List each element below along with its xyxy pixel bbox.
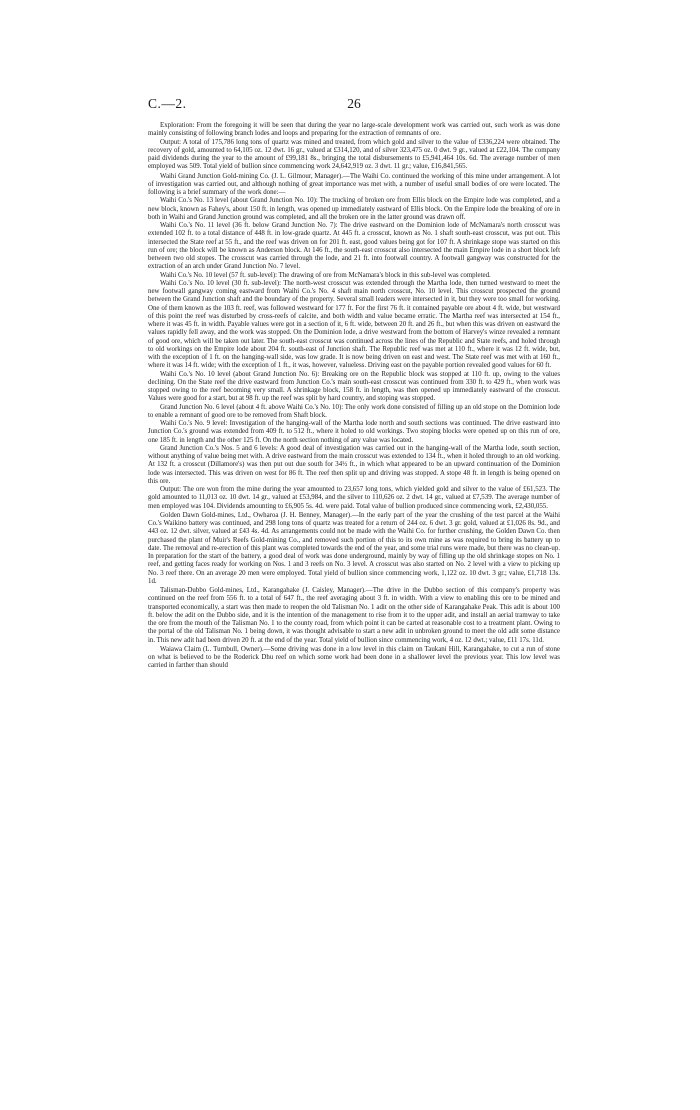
paragraph: Waihi Co.'s No. 10 level (about Grand Junction No. 6): Breaking ore on the Republic block was stopped at 110 ft. up, owing to the values declining. On the State reef the drive eastward from Junction Co.'s main south-east crosscut was continued from 330 ft. to 429 ft., when work was stopped owing to the reef becoming very small. A shrinkage block, 158 ft. in length, was then opened up immediately eastward of the crosscut. Values were good for a start, but at 98 ft. up the reef was split by hard country, and stoping was stopped. <box>148 370 560 403</box>
paragraph: Output: The ore won from the mine during the year amounted to 23,657 long tons, which yielded gold and silver to the value of £61,523. The gold amounted to 11,013 oz. 10 dwt. 14 gr., valued at £53,984, and the silver to 110,626 oz. 2 dwt. 14 gr., valued at £7,539. The average number of men employed was 104. Dividends amounting to £6,905 5s. 4d. were paid. Total value of bullion produced since commencing work, £2,430,055. <box>148 486 560 510</box>
paragraph: Grand Junction No. 6 level (about 4 ft. above Waihi Co.'s No. 10): The only work done consisted of filling up an old stope on the Dominion lode to enable a remnant of good ore to be removed from Shaft block. <box>148 403 560 419</box>
paragraph: Waihi Co.'s No. 9 level: Investigation of the hanging-wall of the Martha lode north and south sections was continued. The drive eastward into Junction Co.'s ground was extended from 409 ft. to 512 ft., where it holed to old workings. Two stoping blocks were opened up on this run of ore, one 185 ft. in length and the other 125 ft. On the north section nothing of any value was located. <box>148 420 560 444</box>
paragraph: Output: A total of 175,786 long tons of quartz was mined and treated, from which gold and silver to the value of £336,224 were obtained. The recovery of gold, amounted to 64,105 oz. 12 dwt. 16 gr., valued at £314,120, and of silver 323,475 oz. 0 dwt. 9 gr., valued at £22,104. The company paid dividends during the year to the amount of £99,181 8s., bringing the total disbursements to £5,941,464 10s. 6d. The average number of men employed was 509. Total yield of bullion since commencing work 24,642,919 oz. 3 dwt. 11 gr.; value, £16,841,565. <box>148 138 560 171</box>
section-reference: C.—2. <box>148 96 187 111</box>
paragraph: Talisman-Dubbo Gold-mines, Ltd., Karangahake (J. Caisley, Manager).—The drive in the Dubbo section of this company's property was continued on the reef from 556 ft. to a total of 647 ft., the reef averaging about 3 ft. in width. With a view to enabling this ore to be mined and transported economically, a start was then made to reopen the old Talisman No. 1 adit on the other side of Karangahake Peak. This adit is about 100 ft. below the adit on the Dubbo side, and it is the intention of the management to rise from it to the upper adit, and install an aerial tramway to take the ore from the mouth of the Talisman No. 1 to the county road, from which point it can be carted at reasonable cost to a treatment plant. Owing to the portal of the old Talisman No. 1 being down, it was thought advisable to start a new adit in unbroken ground to meet the old adit some distance in. This new adit had been driven 20 ft. at the end of the year. Total yield of bullion since commencing work, 4 oz. 12 dwt.; value, £11 17s. 11d. <box>148 587 560 644</box>
paragraph: Waihi Co.'s No. 10 level (30 ft. sub-level): The north-west crosscut was extended through the Martha lode, then turned westward to meet the new footwall gangway coming eastward from Waihi Co.'s No. 4 shaft main north crosscut, No. 10 level. This crosscut prospected the ground between the Grand Junction shaft and the boundary of the property. Several small leaders were intersected in it, but they were too small for working. One of them known as the 103 ft. reef, was followed westward for 177 ft. For the first 76 ft. it contained payable ore about 4 ft. wide, but westward of this point the reef was disturbed by cross-reefs of calcite, and both width and value became erratic. The Martha reef was intersected at 154 ft., where it was 45 ft. in width. Payable values were got in a section of it, 6 ft. wide, between 20 ft. and 26 ft., but when this was driven on eastward the values rapidly fell away, and the work was stopped. On the Dominion lode, a drive westward from the bottom of Harvey's winze revealed a remnant of good ore, which will be taken out later. The south-east crosscut was continued across the lines of the Republic and State reefs, and holed through to old workings on the Empire lode about 204 ft. south-east of Junction shaft. The Republic reef was met at 110 ft., where it was 12 ft. wide, but, with the exception of 1 ft. on the hanging-wall side, was low grade. It is now being driven on east and west. The State reef was met with at 160 ft., where it was 14 ft. wide; with the exception of 1 ft., it was, however, valueless. Driving east on the payable portion revealed good values for 60 ft. <box>148 279 560 370</box>
paragraph: Waihi Grand Junction Gold-mining Co. (J. L. Gilmour, Manager).—The Waihi Co. continued the working of this mine under arrangement. A lot of investigation was carried out, and although nothing of great importance was met with, a number of useful small bodies of ore were located. The following is a brief summary of the work done:— <box>148 172 560 196</box>
document-body <box>148 122 560 671</box>
paragraph: Golden Dawn Gold-mines, Ltd., Owharoa (J. H. Benney, Manager).—In the early part of the year the crushing of the test parcel at the Waihi Co.'s Waikino battery was continued, and 298 long tons of quartz was treated for a return of 244 oz. 6 dwt. 3 gr. gold, valued at £1,026 8s. 9d., and 443 oz. 12 dwt. silver, valued at £43 4s. 4d. As arrangements could not be made with the Waihi Co. for further crushing, the Golden Dawn Co. then purchased the plant of Muir's Reefs Gold-mining Co., and removed such portion of this to its own mine as was required to bring its battery up to date. The removal and re-erection of this plant was completed towards the end of the year, and some trial runs were made, but there was no clean-up. In preparation for the start of the battery, a good deal of work was done underground, mainly by way of filling up the old shrinkage stopes on No. 1 reef, and getting faces ready for working on Nos. 1 and 3 reefs on No. 3 level. A crosscut was also started on No. 2 level with a view to picking up No. 3 reef there. On an average 20 men were employed. Total yield of bullion since commencing work, 1,122 oz. 10 dwt. 3 gr.; value, £1,718 13s. 1d. <box>148 511 560 585</box>
page-number: 26 <box>347 96 361 111</box>
paragraph: Grand Junction Co.'s Nos. 5 and 6 levels: A good deal of investigation was carried out in the hanging-wall of the Martha lode, south section, without anything of value being met with. A drive eastward from the main crosscut was extended to 134 ft., when it holed through to an old working. At 132 ft. a crosscut (Dillamore's) was then put out due south for 34½ ft., in which what appeared to be an upward continuation of the Dominion lode was intersected. This was driven on west for 86 ft. The reef then split up and driving was stopped. A stope 48 ft. in length is being opened on this ore. <box>148 444 560 485</box>
paragraph: Waiawa Claim (L. Turnbull, Owner).—Some driving was done in a low level in this claim on Taukani Hill, Karangahake, to cut a run of stone on what is believed to be the Roderick Dhu reef on which some work had been done in a shallower level the previous year. This low level was carried in farther than should <box>148 645 560 670</box>
paragraph: Waihi Co.'s No. 11 level (36 ft. below Grand Junction No. 7): The drive eastward on the Dominion lode of McNamara's north crosscut was extended 102 ft. to a total distance of 448 ft. in low-grade quartz. At 445 ft. a crosscut, known as No. 1 shaft south-east crosscut, was put out. This intersected the State reef at 55 ft., and the reef was driven on for 201 ft. east, good values being got for 107 ft. A shrinkage stope was started on this run of ore; the block will be known as Anderson block. At 146 ft., the south-east crosscut also intersected the main Empire lode in a short block left between two old stopes. The crosscut was carried through the lode, and 21 ft. into footwall country. A footwall gangway was constructed for the extraction of an arch under Grand Junction No. 7 level. <box>148 222 560 271</box>
paragraph: Exploration: From the foregoing it will be seen that during the year no large-scale development work was carried out, such work as was done mainly consisting of following branch lodes and loops and preparing for the extraction of remnants of ore. <box>148 122 560 138</box>
page-header <box>148 96 560 114</box>
paragraph: Waihi Co.'s No. 10 level (57 ft. sub-level): The drawing of ore from McNamara's block in this sub-level was completed. <box>160 271 491 279</box>
paragraph: Waihi Co.'s No. 13 level (about Grand Junction No. 10): The trucking of broken ore from Ellis block on the Empire lode was completed, and a new block, known as Fahey's, about 150 ft. in length, was opened up immediately eastward of Ellis block. On the Empire lode the breaking of ore in both in Waihi and Grand Junction ground was completed, and all the broken ore in the latter ground was drawn off. <box>148 197 560 221</box>
